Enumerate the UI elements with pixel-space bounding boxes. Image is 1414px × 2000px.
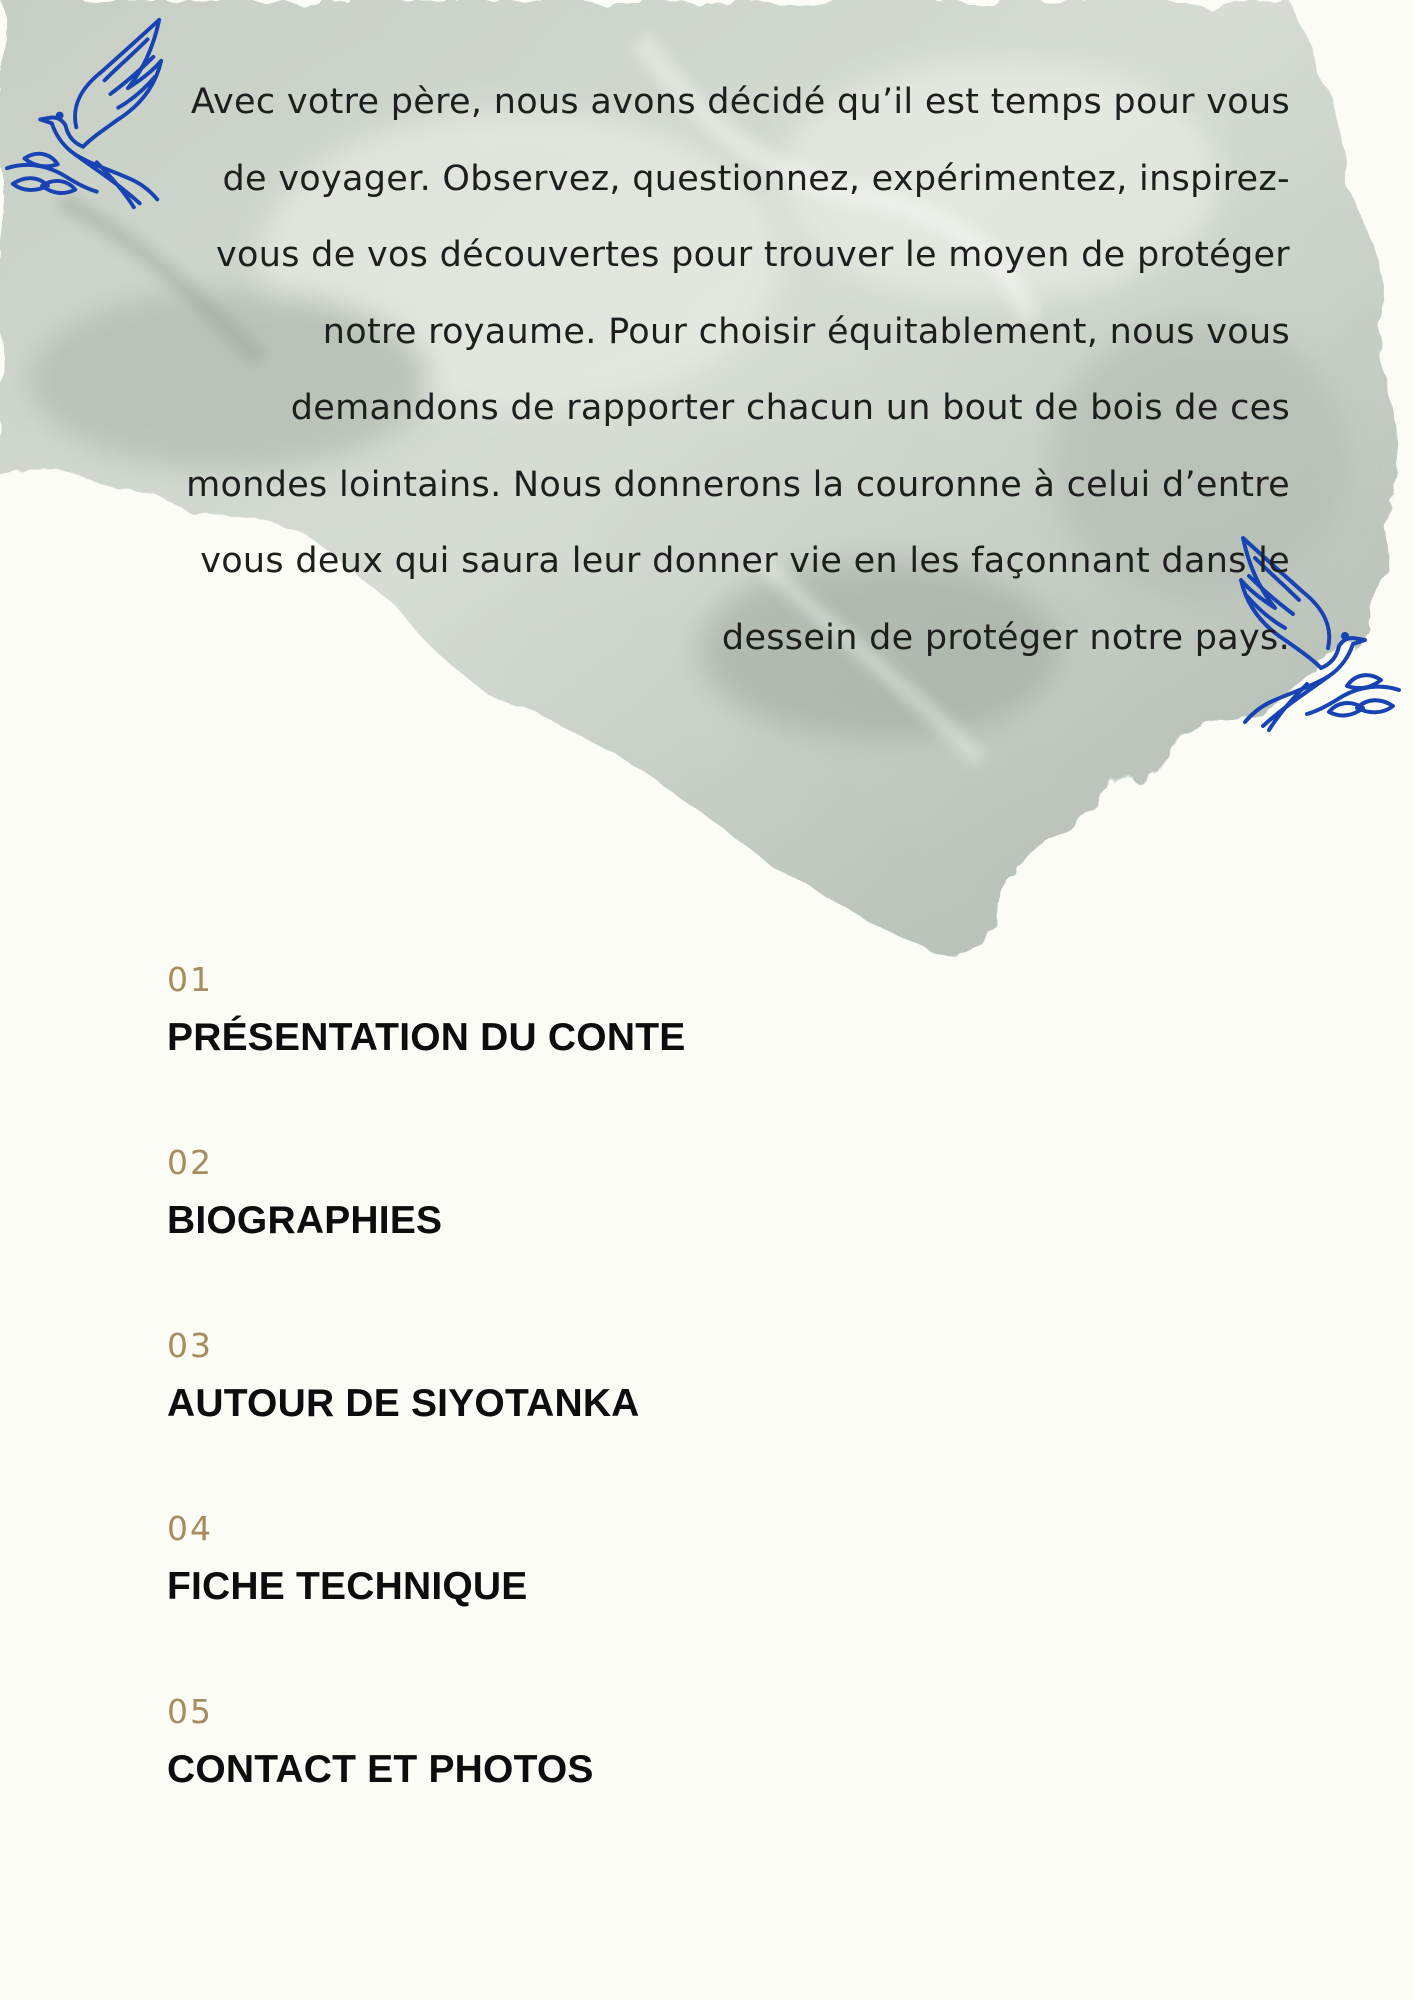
toc-number: 04	[167, 1509, 213, 1548]
toc-title[interactable]: FICHE TECHNIQUE	[167, 1565, 528, 1608]
toc-title[interactable]: AUTOUR DE SIYOTANKA	[167, 1382, 640, 1425]
table-of-contents	[167, 955, 1067, 1870]
toc-item[interactable]	[167, 1138, 1067, 1321]
dove-with-olive-branch-icon	[2, 12, 170, 217]
toc-item[interactable]	[167, 1321, 1067, 1504]
toc-number: 02	[167, 1143, 213, 1182]
toc-item[interactable]	[167, 955, 1067, 1138]
toc-number: 03	[167, 1326, 213, 1365]
toc-item[interactable]	[167, 1687, 1067, 1870]
toc-title[interactable]: CONTACT ET PHOTOS	[167, 1748, 594, 1791]
toc-item[interactable]	[167, 1504, 1067, 1687]
toc-number: 05	[167, 1692, 213, 1731]
toc-title[interactable]: PRÉSENTATION DU CONTE	[167, 1016, 686, 1059]
intro-quote: Avec votre père, nous avons décidé qu’il est temps pour vous de voyager. Observez, questionnez, expérimentez, inspirez-vous de vos découvertes pour trouver le moyen de protéger notre royaume. Pour choisir équitablement, nous vous demandons de rapporter chacun un bout de bois de ces mondes lointains. Nous donnerons la couronne à celui d’entre vous deux qui saura leur donner vie en les façonnant dans le dessein de protéger notre pays.	[186, 82, 1290, 658]
toc-title[interactable]: BIOGRAPHIES	[167, 1199, 443, 1242]
toc-number: 01	[167, 960, 213, 999]
